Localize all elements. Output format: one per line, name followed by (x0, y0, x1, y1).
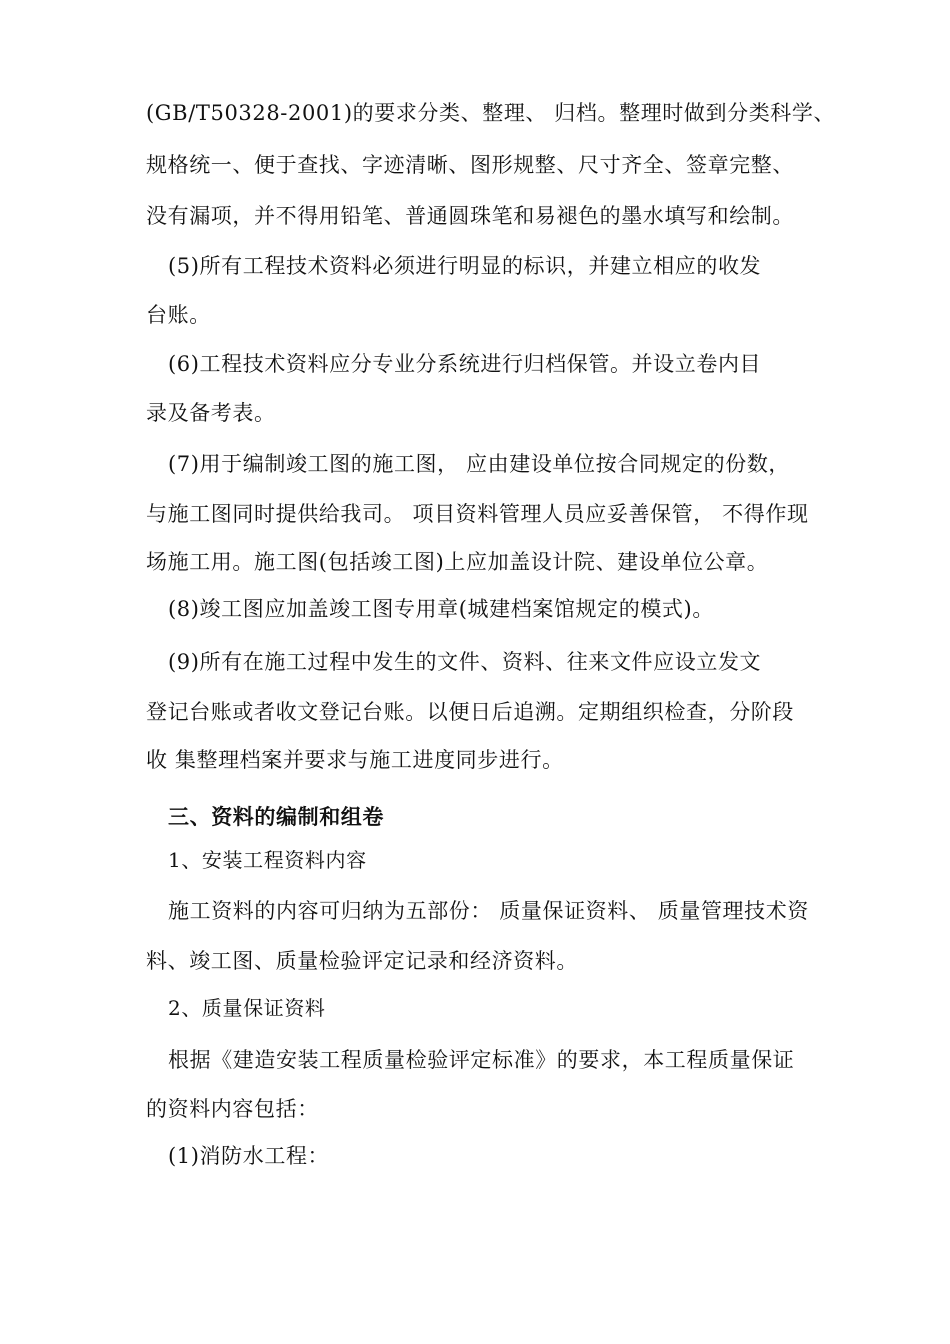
text-line: 施工资料的内容可归纳为五部份： 质量保证资料、 质量管理技术资 (168, 899, 809, 923)
text-line: 的资料内容包括： (146, 1097, 319, 1121)
text-line: (GB/T50328-2001)的要求分类、整理、 归档。整理时做到分类科学、 (146, 101, 836, 125)
text-line: (7)用于编制竣工图的施工图， 应由建设单位按合同规定的份数， (168, 452, 791, 476)
text-line: 登记台账或者收文登记台账。以便日后追溯。定期组织检查，分阶段 (146, 700, 794, 724)
text-line: 收 集整理档案并要求与施工进度同步进行。 (146, 748, 564, 772)
text-line: 场施工用。施工图(包括竣工图)上应加盖设计院、建设单位公章。 (146, 550, 769, 574)
text-line: 没有漏项，并不得用铅笔、普通圆珠笔和易褪色的墨水填写和绘制。 (146, 204, 794, 228)
text-line: 录及备考表。 (146, 401, 276, 425)
subsection-heading: 1、安装工程资料内容 (168, 848, 367, 872)
text-line: 与施工图同时提供给我司。 项目资料管理人员应妥善保管， 不得作现 (146, 502, 809, 526)
text-line: (9)所有在施工过程中发生的文件、资料、往来文件应设立发文 (168, 650, 762, 674)
text-line: 规格统一、便于查找、字迹清晰、图形规整、尺寸齐全、签章完整、 (146, 153, 794, 177)
section-heading: 三、资料的编制和组卷 (168, 805, 384, 829)
text-line: (5)所有工程技术资料必须进行明显的标识，并建立相应的收发 (168, 254, 762, 278)
text-line: 根据《建造安装工程质量检验评定标准》的要求，本工程质量保证 (168, 1048, 795, 1072)
text-line: 台账。 (146, 303, 211, 327)
subsection-heading: 2、质量保证资料 (168, 996, 326, 1020)
text-line: (8)竣工图应加盖竣工图专用章(城建档案馆规定的模式)。 (168, 597, 714, 621)
text-line: (1)消防水工程： (168, 1144, 330, 1168)
text-line: 料、竣工图、质量检验评定记录和经济资料。 (146, 949, 578, 973)
text-line: (6)工程技术资料应分专业分系统进行归档保管。并设立卷内目 (168, 352, 762, 376)
